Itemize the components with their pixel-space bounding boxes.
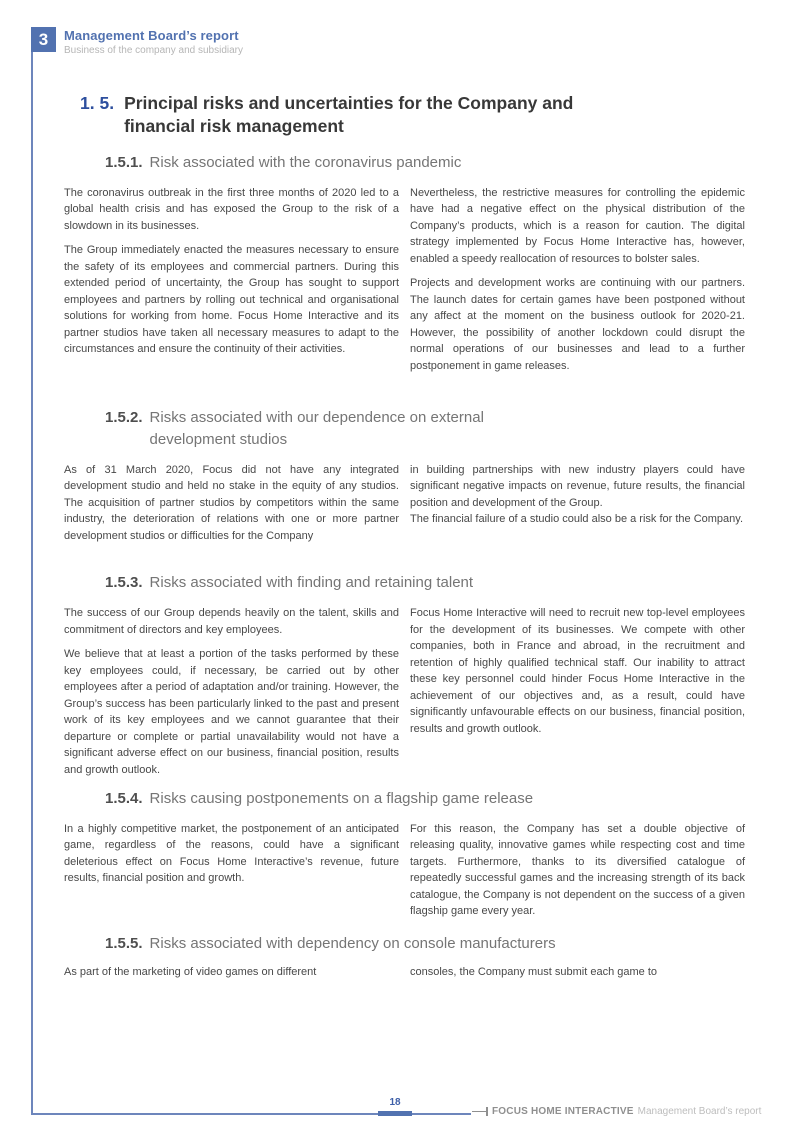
two-column-body — [64, 821, 745, 920]
section-title: Risks associated with dependency on console manufacturers — [149, 934, 556, 952]
section-heading — [64, 407, 745, 451]
header-subtitle: Business of the company and subsidiary — [64, 45, 243, 56]
footer-branding — [472, 1106, 761, 1117]
paragraph: We believe that at least a portion of the tasks performed by these key employees could, if necessary, be carried out by other employees after a period of adaptation and/or training. However, the Group’s success has been particularly linked to the past and present work of its key employees and we cannot guarantee that their departure or complete or partial unavailability would not have a significant adverse effect on our business, financial position, results and growth outlook. — [64, 648, 399, 776]
right-column — [410, 821, 745, 920]
section-1-5-3 — [64, 572, 745, 778]
header-title: Management Board’s report — [64, 28, 239, 43]
section-title: Risks causing postponements on a flagship game release — [149, 790, 534, 808]
right-column — [410, 462, 745, 545]
two-column-body — [64, 185, 745, 375]
section-1-5-5 — [64, 933, 745, 980]
section-heading — [64, 152, 745, 174]
footer-company-name: FOCUS HOME INTERACTIVE — [492, 1106, 634, 1117]
page-body — [64, 92, 745, 980]
section-heading — [64, 788, 745, 810]
two-column-body — [64, 964, 745, 981]
paragraph: In a highly competitive market, the postponement of an anticipated game, regardless of the reasons, could have a significant deleterious effect on Focus Home Interactive’s revenue, future results, financial position and growth. — [64, 822, 399, 885]
section-heading — [64, 572, 745, 594]
paragraph: As part of the marketing of video games on different — [64, 965, 317, 978]
section-title: Risks associated with our dependence on external development studios — [149, 409, 484, 449]
paragraph: As of 31 March 2020, Focus did not have any integrated development studio and held no stake in the equity of any studios. The acquisition of partner studios by competitors within the same industry, the deterioration of relations with one or more partner development studios or difficulties for the Company — [64, 463, 399, 542]
left-column — [64, 462, 399, 545]
left-column — [64, 821, 399, 920]
paragraph: in building partnerships with new industry players could have significant negative impacts on revenue, future results, the financial position and development of the Group. — [410, 463, 745, 509]
page-number: 18 — [389, 1097, 401, 1108]
paragraph: The success of our Group depends heavily on the talent, skills and commitment of directors and key employees. — [64, 607, 399, 636]
two-column-body — [64, 605, 745, 778]
paragraph: The Group immediately enacted the measures necessary to ensure the safety of its employees and commercial partners. During this extended period of uncertainty, the Group has sought to support employees and partners by rolling out technical and organisational solutions for working from home. Focus Home Interactive and its partner studios have taken all necessary measures to adapt to the circumstances and ensure the continuity of their activities. — [64, 244, 399, 356]
two-column-body — [64, 462, 745, 545]
chapter-number-box — [31, 27, 56, 52]
section-1-5-1 — [64, 152, 745, 374]
paragraph: Projects and development works are continuing with our partners. The launch dates for certain games have been postponed without any affect at the moment on the business outlook for 2020-21. However, the possibility of another lockdown could disrupt the normal operations of our businesses and lead to a further postponement in game releases. — [410, 277, 745, 372]
page-header — [64, 28, 243, 56]
left-column — [64, 605, 399, 778]
section-heading — [64, 933, 745, 955]
paragraph: The financial failure of a studio could also be a risk for the Company. — [410, 513, 744, 526]
left-column — [64, 185, 399, 375]
paragraph: consoles, the Company must submit each game to — [410, 965, 658, 978]
footer-page-marker — [378, 1111, 412, 1116]
section-1-5-2 — [64, 407, 745, 544]
section-number: 1.5.4. — [105, 790, 143, 808]
section-title: Risk associated with the coronavirus pandemic — [149, 154, 462, 172]
right-column — [410, 185, 745, 375]
paragraph: Nevertheless, the restrictive measures for controlling the epidemic have had a negative effect on the physical distribution of the Company’s products, which is a reason for caution. The digital strategy implemented by Focus Home Interactive has, however, enabled a speedy reallocation of resources to bolster sales. — [410, 186, 745, 265]
footer-report-label: Management Board’s report — [637, 1106, 762, 1117]
paragraph: For this reason, the Company has set a double objective of releasing quality, innovative games while respecting cost and time targets. Furthermore, thanks to its diversified catalogue of repeatedly successful games and the increasing strength of its back catalogue, the Company is not dependent on the success of a given flagship game every year. — [410, 822, 745, 918]
section-number: 1.5.2. — [105, 409, 143, 427]
section-title: Risks associated with finding and retaining talent — [149, 574, 474, 592]
chapter-number: 3 — [38, 29, 49, 49]
section-number: 1.5.3. — [105, 574, 143, 592]
main-heading-number: 1. 5. — [80, 93, 115, 113]
right-column — [410, 964, 745, 981]
footer-tick-icon — [472, 1107, 488, 1116]
main-heading — [64, 92, 745, 138]
section-number: 1.5.1. — [105, 154, 143, 172]
section-1-5-4 — [64, 788, 745, 920]
section-number: 1.5.5. — [105, 934, 143, 952]
left-column — [64, 964, 399, 981]
paragraph: Focus Home Interactive will need to recruit new top-level employees for the development of its businesses. We compete with other companies, both in France and abroad, in the recruitment and retention of highly qualified technical staff. Our inability to attract these key personnel could hinder Focus Home Interactive in the achievement of our objectives and, as a result, could have significantly unfavourable effects on our business, financial position, results and growth outlook. — [410, 607, 745, 735]
paragraph: The coronavirus outbreak in the first three months of 2020 led to a global health crisis and has exposed the Group to the risk of a slowdown in its businesses. — [64, 186, 399, 232]
main-heading-title: Principal risks and uncertainties for the Company and financial risk management — [124, 93, 574, 137]
left-border-line — [31, 51, 33, 1114]
right-column — [410, 605, 745, 778]
